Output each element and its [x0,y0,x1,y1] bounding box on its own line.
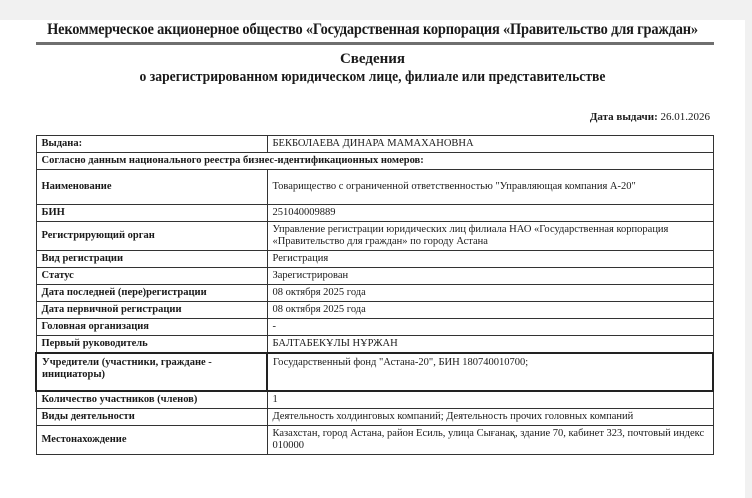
table-row-name [36,170,713,205]
issue-date-label: Дата выдачи: [589,111,658,123]
document-title: Сведения [339,51,406,67]
row-label: Головная организация [36,319,267,336]
row-value: 08 октября 2025 года [267,285,713,302]
issue-date [590,111,710,123]
organization-header: Некоммерческое акционерное общество «Государственная корпорация «Правительство для граждан» [47,21,698,38]
row-value: БЕКБОЛАЕВА ДИНАРА МАМАХАНОВНА [267,136,713,153]
row-label: Дата последней (пере)регистрации [36,285,267,302]
table-row-first-registration-date [36,302,713,319]
row-value: 1 [267,391,713,409]
row-label: Наименование [36,170,267,205]
row-label: Первый руководитель [36,336,267,354]
row-value: Зарегистрирован [267,268,713,285]
table-row-last-registration-date [36,285,713,302]
row-value: 251040009889 [267,205,713,222]
row-value: Управление регистрации юридических лиц филиала НАО «Государственная корпорация «Правительство для граждан» по городу Астана [267,222,713,251]
table-row-activities [36,409,713,426]
table-row-status [36,268,713,285]
table-row-member-count [36,391,713,409]
row-label: Регистрирующий орган [36,222,267,251]
row-value: БАЛТАБЕКҰЛЫ НҰРЖАН [267,336,713,354]
row-value: - [267,319,713,336]
row-value: 08 октября 2025 года [267,302,713,319]
table-row-registering-authority [36,222,713,251]
row-label: Учредители (участники, граждане - инициаторы) [36,353,267,391]
row-label: Виды деятельности [36,409,267,426]
registry-note: Согласно данным национального реестра бизнес-идентификационных номеров: [36,153,713,170]
row-label: Местонахождение [36,426,267,455]
row-label: Статус [36,268,267,285]
table-row-head-organization [36,319,713,336]
row-label: БИН [36,205,267,222]
table-row-registration-type [36,251,713,268]
registration-info-table [35,135,714,455]
row-value: Казахстан, город Астана, район Есиль, улица Сығанақ, здание 70, кабинет 323, почтовый индекс 010000 [267,426,713,455]
table-row-registry-note [36,153,713,170]
table-row-founders [36,353,713,391]
row-value: Товарищество с ограниченной ответственностью "Управляющая компания А-20" [267,170,713,205]
table-row-bin [36,205,713,222]
table-row-location [36,426,713,455]
row-value: Регистрация [267,251,713,268]
table-row-first-head [36,336,713,354]
row-label: Вид регистрации [36,251,267,268]
document-subtitle: о зарегистрированном юридическом лице, филиале или представительстве [139,69,606,85]
issue-date-value: 26.01.2026 [660,111,710,123]
header-divider [36,42,714,45]
table-row-issued-to [36,136,713,153]
row-value: Государственный фонд "Астана-20", БИН 180740010700; [267,353,713,391]
document-page [0,20,745,498]
row-value: Деятельность холдинговых компаний; Деятельность прочих головных компаний [267,409,713,426]
row-label: Количество участников (членов) [36,391,267,409]
row-label: Выдана: [36,136,267,153]
row-label: Дата первичной регистрации [36,302,267,319]
